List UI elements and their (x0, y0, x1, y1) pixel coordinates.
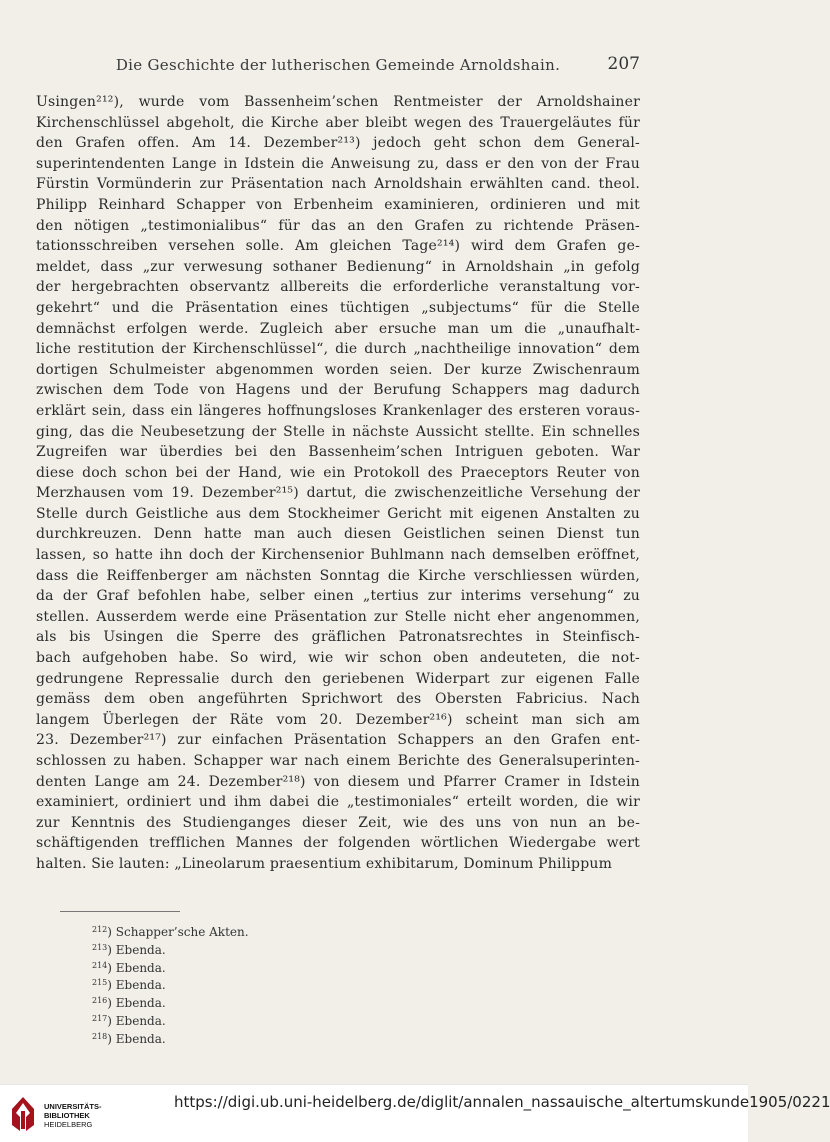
text-line: superintendenten Lange in Idstein die Anweisung zu, dass er den von der Frau (36, 155, 640, 172)
text-line: stellen. Ausserdem werde eine Präsentation zur Stelle nicht eher angenommen, (36, 608, 640, 625)
text-line: denten Lange am 24. Dezember²¹⁸) von diesem und Pfarrer Cramer in Idstein (36, 773, 640, 790)
text-line: schäftigenden trefflichen Mannes der folgenden wörtlichen Wiedergabe wert (36, 835, 640, 852)
text-line: Kirchenschlüssel abgeholt, die Kirche aber bleibt wegen des Trauergeläutes für (36, 114, 640, 131)
text-line: der hergebrachten observantz allbereits die erforderliche veranstaltung vor- (36, 279, 640, 296)
footnote: $^{216}$) Ebenda. (92, 996, 166, 1011)
text-line: den Grafen offen. Am 14. Dezember²¹³) jedoch geht schon dem General- (36, 135, 640, 152)
text-line: erklärt sein, dass ein längeres hoffnungsloses Krankenlager des ersteren voraus- (36, 402, 640, 419)
text-line: diese doch schon bei der Hand, wie ein Protokoll des Praeceptors Reuter von (36, 464, 640, 481)
text-line: als bis Usingen die Sperre des gräflichen Patronatsrechtes in Steinfisch- (36, 629, 640, 646)
footnote: $^{218}$) Ebenda. (92, 1031, 166, 1046)
footnote: $^{217}$) Ebenda. (92, 1013, 166, 1028)
text-line: demnächst erfolgen werde. Zugleich aber ersuche man um die „unaufhalt- (36, 320, 640, 337)
page-header (36, 54, 640, 80)
text-line: Stelle durch Geistliche aus dem Stockheimer Gericht mit eigenen Anstalten zu (36, 505, 640, 522)
text-line: Zugreifen war überdies bei den Bassenheim’schen Intriguen geboten. War (36, 444, 640, 461)
text-line: zwischen dem Tode von Hagens und der Berufung Schappers mag dadurch (36, 382, 640, 399)
footnote: $^{214}$) Ebenda. (92, 960, 166, 975)
library-footer (0, 1084, 830, 1142)
footnote-text: Ebenda. (115, 942, 166, 957)
text-line: gedrungene Repressalie durch den geriebenen Widerpart zur eigenen Falle (36, 670, 640, 687)
text-line: durchkreuzen. Denn hatte man auch diesen Geistlichen seinen Dienst tun (36, 526, 640, 543)
text-line: ging, das die Neubesetzung der Stelle in nächste Aussicht stellte. Ein schnelles (36, 423, 640, 440)
text-line: Philipp Reinhard Schapper von Erbenheim examinieren, ordinieren und mit (36, 196, 640, 213)
footnote-text: Ebenda. (115, 1013, 166, 1028)
permalink-url[interactable]: https://digi.ub.uni-heidelberg.de/diglit/annalen_nassauische_altertumskunde1905/0221 (174, 1093, 830, 1111)
footnote-number: 216 (92, 996, 108, 1006)
text-line: Usingen²¹²), wurde vom Bassenheim’schen Rentmeister der Arnoldshainer (36, 94, 640, 110)
footnote: $^{212}$) Schapper’sche Akten. (92, 925, 249, 939)
text-line: bach aufgehoben habe. So wird, wie wir schon oben andeuteten, die not- (36, 650, 640, 667)
footnote-number: 214 (92, 960, 108, 970)
university-library-logo-icon (8, 1095, 38, 1133)
footnote-text: Ebenda. (115, 960, 166, 975)
footnote: $^{215}$) Ebenda. (92, 978, 166, 993)
footnote: $^{213}$) Ebenda. (92, 942, 166, 957)
page-number: 207 (607, 54, 640, 74)
footnotes (92, 921, 392, 1046)
footnote-text: Ebenda. (115, 996, 166, 1011)
footnote-text: Ebenda. (115, 978, 166, 993)
text-line: den nötigen „testimonialibus“ für das an den Grafen zu richtende Präsen- (36, 217, 640, 234)
footnote-number: 217 (92, 1013, 108, 1023)
footnote-text: Ebenda. (115, 1031, 166, 1046)
library-name: UNIVERSITÄTS- BIBLIOTHEK HEIDELBERG (44, 1102, 102, 1129)
text-line: zur Kenntnis des Studienganges dieser Zeit, wie des uns von nun an be- (36, 814, 640, 831)
text-line: schlossen zu haben. Schapper war nach einem Berichte des Generalsuperinten- (36, 753, 640, 769)
text-line: gemäss dem oben angeführten Sprichwort des Obersten Fabricius. Nach (36, 691, 640, 708)
footnote-text: Schapper’sche Akten. (115, 925, 249, 939)
text-line: 23. Dezember²¹⁷) zur einfachen Präsentation Schappers an den Grafen ent- (36, 732, 640, 749)
text-line: da der Graf befohlen habe, selber einen „tertius zur interims versehung“ zu (36, 588, 640, 605)
text-line: meldet, dass „zur verwesung sothaner Bedienung“ in Arnoldshain „in gefolg (36, 258, 640, 275)
text-line: langem Überlegen der Räte vom 20. Dezember²¹⁶) scheint man sich am (36, 711, 640, 728)
text-line: dass die Reiffenberger am nächsten Sonntag die Kirche verschliessen würden, (36, 567, 640, 584)
text-line: dortigen Schulmeister abgenommen worden seien. Der kurze Zwischenraum (36, 361, 640, 378)
text-line: gekehrt“ und die Präsentation eines tüchtigen „subjectums“ für die Stelle (36, 299, 640, 316)
text-line: Fürstin Vormünderin zur Präsentation nach Arnoldshain erwählten cand. theol. (36, 176, 640, 193)
footnote-number: 212 (92, 925, 108, 934)
text-line: lassen, so hatte ihn doch der Kirchensenior Buhlmann nach demselben eröffnet, (36, 547, 640, 564)
text-line: Merzhausen vom 19. Dezember²¹⁵) dartut, die zwischenzeitliche Versehung der (36, 485, 640, 502)
footnote-separator (60, 911, 180, 912)
footnote-number: 218 (92, 1031, 108, 1041)
body-text (36, 92, 640, 875)
footnote-number: 215 (92, 978, 108, 988)
text-line: examiniert, ordiniert und ihm dabei die „testimoniales“ erteilt worden, die wir (36, 794, 640, 811)
text-line: liche restitution der Kirchenschlüssel“, die durch „nachtheilige innovation“ dem (36, 341, 640, 358)
running-title: Die Geschichte der lutherischen Gemeinde Arnoldshain. (115, 56, 561, 74)
text-line: tationsschreiben versehen solle. Am gleichen Tage²¹⁴) wird dem Grafen ge- (36, 238, 640, 255)
footnote-number: 213 (92, 942, 108, 952)
text-line: halten. Sie lauten: „Lineolarum praesentium exhibitarum, Dominum Philippum (36, 855, 613, 872)
